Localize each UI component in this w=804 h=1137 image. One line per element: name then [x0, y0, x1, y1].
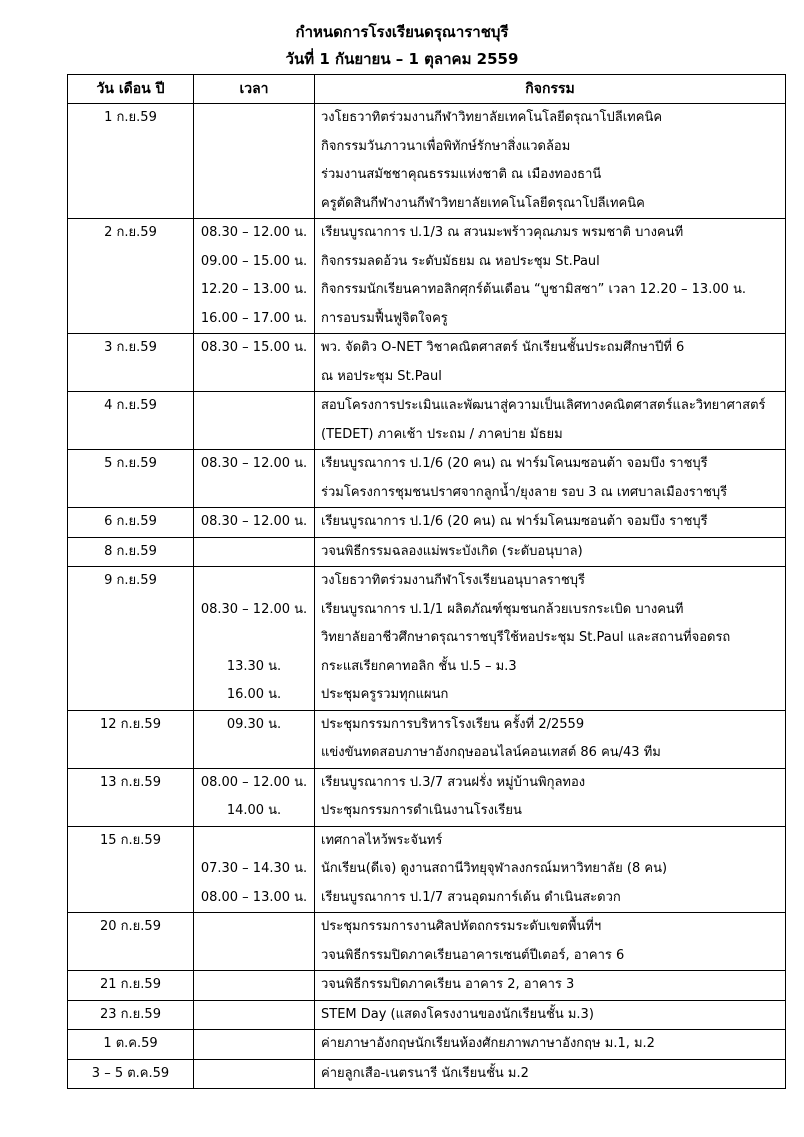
schedule-row — [68, 334, 786, 392]
date-text: 3 ก.ย.59 — [104, 340, 157, 355]
schedule-row — [68, 1059, 786, 1089]
schedule-body — [68, 104, 786, 1089]
time-cell — [194, 567, 315, 711]
activity-text: เรียนบูรณาการ ป.1/7 สวนอุดมการ์เด้น ดำเนินสะดวก — [321, 889, 621, 905]
time-text — [194, 739, 314, 768]
activity-text: วงโยธวาทิตร่วมงานกีฬาโรงเรียนอนุบาลราชบุรี — [321, 573, 586, 588]
time-text — [194, 479, 314, 508]
schedule-row — [68, 392, 786, 450]
column-header-date: วัน เดือน ปี — [68, 75, 194, 104]
document-subtitle: วันที่ 1 กันยายน – 1 ตุลาคม 2559 — [285, 50, 519, 68]
activity-text: ค่ายภาษาอังกฤษนักเรียนห้องศักยภาพภาษาอังกฤษ ม.1, ม.2 — [321, 1036, 655, 1051]
activity-cell — [315, 1000, 786, 1030]
time-cell — [194, 826, 315, 913]
time-cell — [194, 392, 315, 450]
activity-text: เรียนบูรณาการ ป.1/1 ผลิตภัณฑ์ชุมชนกล้วยเบรกระเบิด บางคนที — [321, 601, 684, 617]
activity-text: ณ หอประชุม St.Paul — [321, 368, 442, 384]
date-text: 4 ก.ย.59 — [104, 398, 157, 413]
activity-cell — [315, 1059, 786, 1089]
activity-text: เรียนบูรณาการ ป.1/6 (20 คน) ณ ฟาร์มโคนมซอนต้า จอมบึง ราชบุรี — [321, 456, 708, 471]
activity-cell — [315, 104, 786, 219]
time-text — [194, 827, 314, 856]
date-text: 20 ก.ย.59 — [100, 919, 161, 934]
time-text — [194, 363, 314, 392]
column-header-time: เวลา — [194, 75, 315, 104]
time-cell — [194, 508, 315, 538]
activity-text: สอบโครงการประเมินและพัฒนาสู่ความเป็นเลิศทางคณิตศาสตร์และวิทยาศาสตร์ — [321, 398, 766, 413]
time-text — [194, 421, 314, 450]
activity-cell — [315, 1030, 786, 1060]
activity-text: ประชุมครูรวมทุกแผนก — [321, 687, 449, 702]
time-text — [194, 1001, 314, 1030]
time-cell — [194, 768, 315, 826]
date-text: 15 ก.ย.59 — [100, 832, 161, 848]
time-cell — [194, 1000, 315, 1030]
activity-cell — [315, 537, 786, 567]
activity-text: วจนพิธีกรรมฉลองแม่พระบังเกิด (ระดับอนุบาล) — [321, 543, 583, 559]
activity-text: วิทยาลัยอาชีวศึกษาดรุณาราชบุรีใช้หอประชุม St.Paul และสถานที่จอดรถ — [321, 630, 731, 645]
time-text — [194, 1030, 314, 1059]
date-text: 13 ก.ย.59 — [100, 774, 161, 790]
activity-text: วจนพิธีกรรมปิดภาคเรียนอาคารเซนต์ปีเตอร์, อาคาร 6 — [321, 947, 625, 963]
time-text — [194, 913, 314, 942]
date-text: 12 ก.ย.59 — [100, 716, 161, 732]
date-cell — [68, 334, 194, 392]
date-cell — [68, 392, 194, 450]
activity-text: ประชุมกรรมการดำเนินงานโรงเรียน — [321, 803, 522, 818]
schedule-row — [68, 710, 786, 768]
schedule-row — [68, 826, 786, 913]
activity-text: พว. จัดติว O-NET วิชาคณิตศาสตร์ นักเรียนชั้นประถมศึกษาปีที่ 6 — [321, 340, 685, 355]
schedule-row — [68, 1030, 786, 1060]
time-cell — [194, 334, 315, 392]
schedule-row — [68, 913, 786, 971]
activity-cell — [315, 508, 786, 538]
time-text: 07.30 – 14.30 น. — [200, 861, 308, 876]
date-cell — [68, 768, 194, 826]
date-cell — [68, 567, 194, 711]
schedule-row — [68, 971, 786, 1001]
activity-text: กระแสเรียกคาทอลิก ชั้น ป.5 – ม.3 — [321, 658, 517, 674]
time-cell — [194, 971, 315, 1001]
time-cell — [194, 710, 315, 768]
activity-cell — [315, 219, 786, 334]
schedule-row — [68, 768, 786, 826]
date-text: 1 ต.ค.59 — [103, 1036, 158, 1051]
activity-text: วงโยธวาทิตร่วมงานกีฬาวิทยาลัยเทคโนโลยีดรุณาโปลีเทคนิค — [321, 110, 663, 125]
activity-text: STEM Day (แสดงโครงงานของนักเรียนชั้น ม.3) — [321, 1006, 594, 1022]
schedule-row — [68, 1000, 786, 1030]
activity-cell — [315, 450, 786, 508]
schedule-table — [67, 74, 786, 1089]
time-text: 12.20 – 13.00 น. — [200, 282, 308, 297]
activity-text: ร่วมโครงการชุมชนปราศจากลูกน้ำ/ยุงลาย รอบ 3 ณ เทศบาลเมืองราชบุรี — [321, 484, 728, 500]
activity-cell — [315, 826, 786, 913]
activity-text: (TEDET) ภาคเช้า ประถม / ภาคบ่าย มัธยม — [321, 426, 563, 442]
date-cell — [68, 913, 194, 971]
time-text: 08.00 – 12.00 น. — [200, 774, 308, 790]
date-text: 6 ก.ย.59 — [104, 514, 157, 529]
document-title: กำหนดการโรงเรียนดรุณาราชบุรี — [295, 23, 509, 41]
time-cell — [194, 537, 315, 567]
activity-text: ร่วมงานสมัชชาคุณธรรมแห่งชาติ ณ เมืองทองธานี — [321, 167, 602, 182]
time-text — [194, 538, 314, 567]
activity-text: นักเรียน(ดีเจ) ดูงานสถานีวิทยุจุฬาลงกรณ์มหาวิทยาลัย (8 คน) — [321, 861, 668, 876]
time-text: 09.00 – 15.00 น. — [200, 253, 308, 269]
date-text: 5 ก.ย.59 — [104, 456, 157, 471]
schedule-row — [68, 104, 786, 219]
time-cell — [194, 219, 315, 334]
date-cell — [68, 537, 194, 567]
activity-text: วจนพิธีกรรมปิดภาคเรียน อาคาร 2, อาคาร 3 — [321, 977, 575, 992]
activity-cell — [315, 913, 786, 971]
time-text: 08.30 – 12.00 น. — [200, 456, 308, 471]
time-text — [194, 133, 314, 162]
date-cell — [68, 508, 194, 538]
time-text: 08.30 – 12.00 น. — [200, 514, 308, 529]
time-cell — [194, 1030, 315, 1060]
activity-cell — [315, 392, 786, 450]
time-text: 08.30 – 15.00 น. — [200, 340, 308, 355]
activity-text: ประชุมกรรมการงานศิลปหัตถกรรมระดับเขตพื้นที่ฯ — [321, 919, 602, 934]
activity-text: เรียนบูรณาการ ป.1/3 ณ สวนมะพร้าวคุณภมร พรมชาติ บางคนที — [321, 225, 684, 240]
activity-text: กิจกรรมนักเรียนคาทอลิกศุกร์ต้นเดือน “บูชามิสซา” เวลา 12.20 – 13.00 น. — [321, 282, 747, 297]
date-cell — [68, 971, 194, 1001]
activity-cell — [315, 567, 786, 711]
time-text — [194, 161, 314, 190]
date-text: 9 ก.ย.59 — [104, 573, 157, 588]
date-text: 21 ก.ย.59 — [100, 977, 161, 992]
activity-text: กิจกรรมวันภาวนาเพื่อพิทักษ์รักษาสิ่งแวดล้อม — [321, 138, 571, 154]
activity-text: ค่ายลูกเสือ-เนตรนารี นักเรียนชั้น ม.2 — [321, 1065, 529, 1081]
time-text: 13.30 น. — [226, 658, 282, 674]
time-text — [194, 190, 314, 219]
time-text: 08.30 – 12.00 น. — [200, 225, 308, 240]
header-row — [68, 75, 786, 104]
time-text — [194, 624, 314, 653]
time-text — [194, 942, 314, 971]
activity-text: เรียนบูรณาการ ป.3/7 สวนฝรั่ง หมู่บ้านพิกุลทอง — [321, 774, 586, 790]
activity-text: เทศกาลไหว้พระจันทร์ — [321, 832, 443, 848]
date-cell — [68, 450, 194, 508]
time-text — [194, 567, 314, 596]
time-text: 09.30 น. — [226, 716, 282, 732]
time-text: 16.00 – 17.00 น. — [200, 310, 308, 326]
schedule-row — [68, 219, 786, 334]
time-text: 14.00 น. — [226, 803, 282, 818]
time-text: 16.00 น. — [226, 687, 282, 702]
activity-text: ครูตัดสินกีฬางานกีฬาวิทยาลัยเทคโนโลยีดรุณาโปลีเทคนิค — [321, 195, 645, 211]
date-text: 2 ก.ย.59 — [104, 225, 157, 240]
activity-text: ประชุมกรรมการบริหารโรงเรียน ครั้งที่ 2/2559 — [321, 716, 585, 732]
schedule-row — [68, 450, 786, 508]
activity-cell — [315, 971, 786, 1001]
schedule-row — [68, 567, 786, 711]
date-text: 3 – 5 ต.ค.59 — [91, 1065, 170, 1081]
activity-text: แข่งขันทดสอบภาษาอังกฤษออนไลน์คอนเทสต์ 86 คน/43 ทีม — [321, 745, 661, 760]
date-text: 8 ก.ย.59 — [104, 543, 157, 559]
activity-text: การอบรมฟื้นฟูจิตใจครู — [321, 310, 448, 326]
date-text: 23 ก.ย.59 — [100, 1006, 161, 1022]
activity-cell — [315, 710, 786, 768]
activity-text: กิจกรรมลดอ้วน ระดับมัธยม ณ หอประชุม St.Paul — [321, 253, 600, 269]
date-cell — [68, 219, 194, 334]
time-text — [194, 392, 314, 421]
time-text — [194, 104, 314, 133]
time-cell — [194, 1059, 315, 1089]
time-cell — [194, 450, 315, 508]
date-cell — [68, 826, 194, 913]
date-cell — [68, 1030, 194, 1060]
schedule-row — [68, 508, 786, 538]
time-text — [194, 1060, 314, 1089]
activity-cell — [315, 334, 786, 392]
activity-text: เรียนบูรณาการ ป.1/6 (20 คน) ณ ฟาร์มโคนมซอนต้า จอมบึง ราชบุรี — [321, 514, 708, 529]
column-header-activity: กิจกรรม — [315, 75, 786, 104]
time-cell — [194, 104, 315, 219]
time-text: 08.00 – 13.00 น. — [200, 889, 308, 905]
activity-cell — [315, 768, 786, 826]
date-cell — [68, 104, 194, 219]
schedule-row — [68, 537, 786, 567]
date-cell — [68, 1059, 194, 1089]
time-text: 08.30 – 12.00 น. — [200, 601, 308, 617]
date-cell — [68, 1000, 194, 1030]
date-text: 1 ก.ย.59 — [104, 110, 157, 125]
time-cell — [194, 913, 315, 971]
time-text — [194, 971, 314, 1000]
date-cell — [68, 710, 194, 768]
